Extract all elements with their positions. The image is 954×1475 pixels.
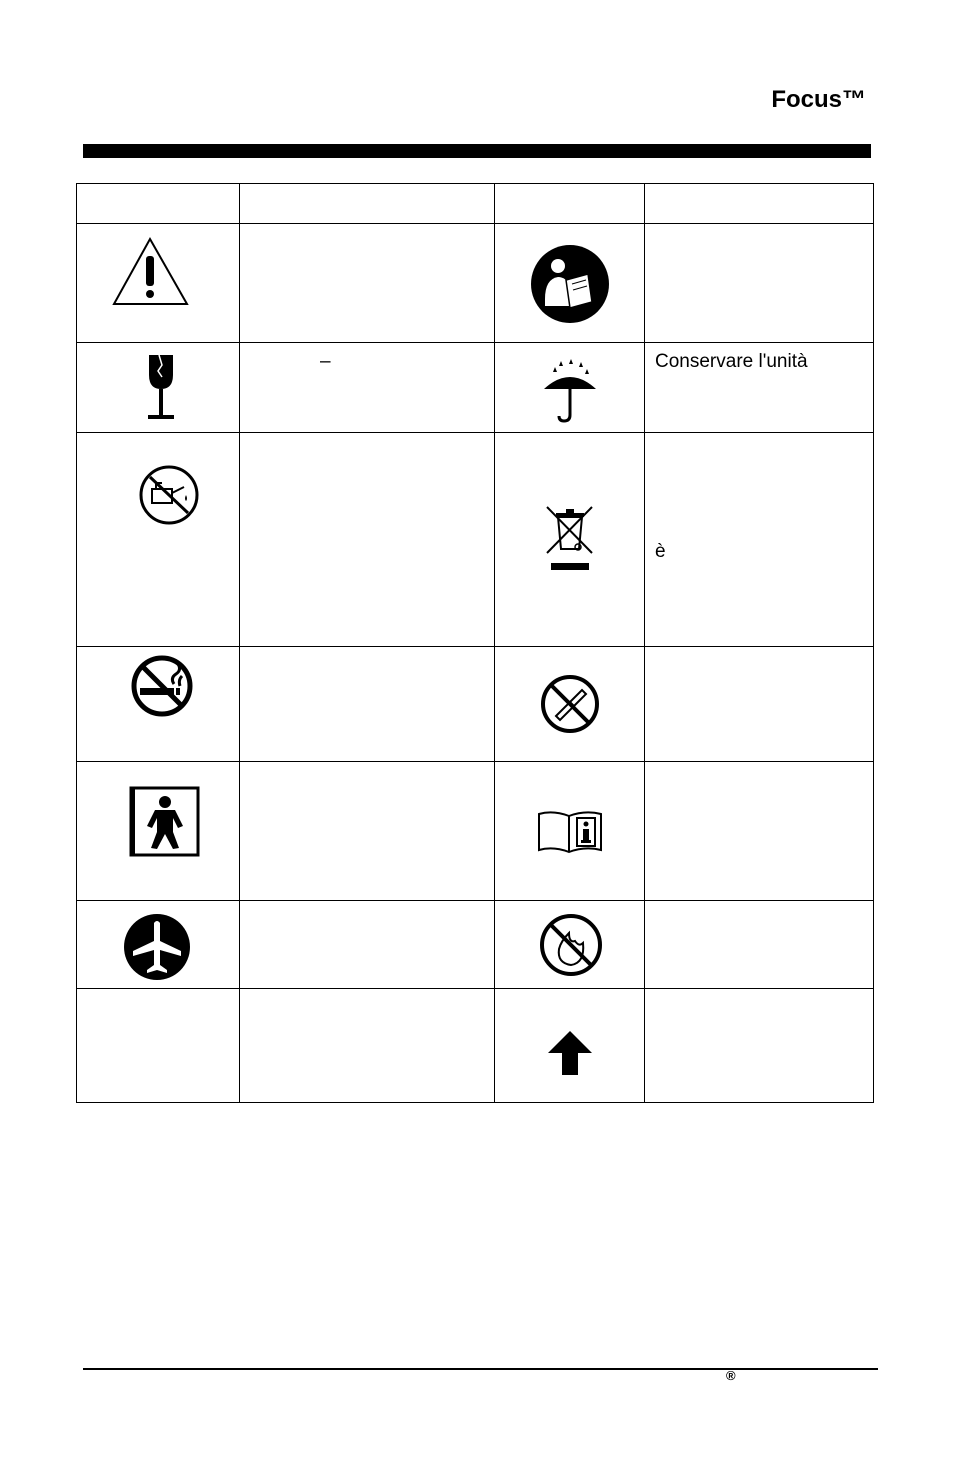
table-row — [77, 762, 874, 901]
symbol-cell — [77, 901, 240, 989]
general-warning-icon — [111, 234, 191, 309]
weee-crossed-bin-icon — [544, 505, 596, 575]
symbol-cell — [495, 224, 645, 343]
this-way-up-arrow-icon — [546, 1029, 594, 1077]
symbol-cell — [495, 989, 645, 1103]
symbol-cell — [495, 901, 645, 989]
symbol-cell — [77, 647, 240, 762]
description-cell — [645, 901, 874, 989]
description-cell: Conservare l'unità — [645, 343, 874, 433]
symbol-cell — [495, 647, 645, 762]
symbol-cell — [495, 762, 645, 901]
description-cell — [645, 224, 874, 343]
registered-mark: ® — [726, 1368, 736, 1383]
header-cell — [645, 184, 874, 224]
description-cell — [240, 901, 495, 989]
table-row — [77, 343, 874, 433]
description-cell — [645, 647, 874, 762]
symbol-cell — [495, 343, 645, 433]
airplane-icon — [123, 913, 191, 981]
description-cell — [240, 433, 495, 647]
no-smoking-icon — [130, 654, 194, 718]
read-manual-icon — [530, 244, 610, 324]
header-cell — [77, 184, 240, 224]
type-bf-applied-part-icon — [129, 786, 201, 858]
no-open-flame-icon — [539, 913, 603, 977]
header-cell — [240, 184, 495, 224]
description-cell — [240, 762, 495, 901]
fragile-glass-icon — [145, 353, 177, 423]
symbol-cell — [77, 433, 240, 647]
symbol-cell — [495, 433, 645, 647]
table-header-row — [77, 184, 874, 224]
keep-dry-umbrella-icon — [541, 359, 599, 424]
table-row — [77, 647, 874, 762]
description-cell — [240, 989, 495, 1103]
table-row — [77, 989, 874, 1103]
symbol-cell — [77, 224, 240, 343]
symbol-cell — [77, 343, 240, 433]
description-cell — [645, 989, 874, 1103]
description-cell: – — [240, 343, 495, 433]
table-row — [77, 901, 874, 989]
header-rule — [83, 144, 871, 158]
no-oil-grease-icon — [138, 465, 200, 525]
description-cell — [240, 647, 495, 762]
document-title: Focus™ — [771, 86, 866, 113]
description-cell: è — [645, 433, 874, 647]
symbol-cell — [77, 989, 240, 1103]
table-row — [77, 224, 874, 343]
symbols-table — [76, 183, 874, 1103]
header-cell — [495, 184, 645, 224]
description-cell — [645, 762, 874, 901]
consult-instructions-icon — [537, 810, 603, 856]
footer-rule — [83, 1368, 878, 1370]
description-cell — [240, 224, 495, 343]
table-row — [77, 433, 874, 647]
no-tools-icon — [540, 674, 600, 734]
symbol-cell — [77, 762, 240, 901]
